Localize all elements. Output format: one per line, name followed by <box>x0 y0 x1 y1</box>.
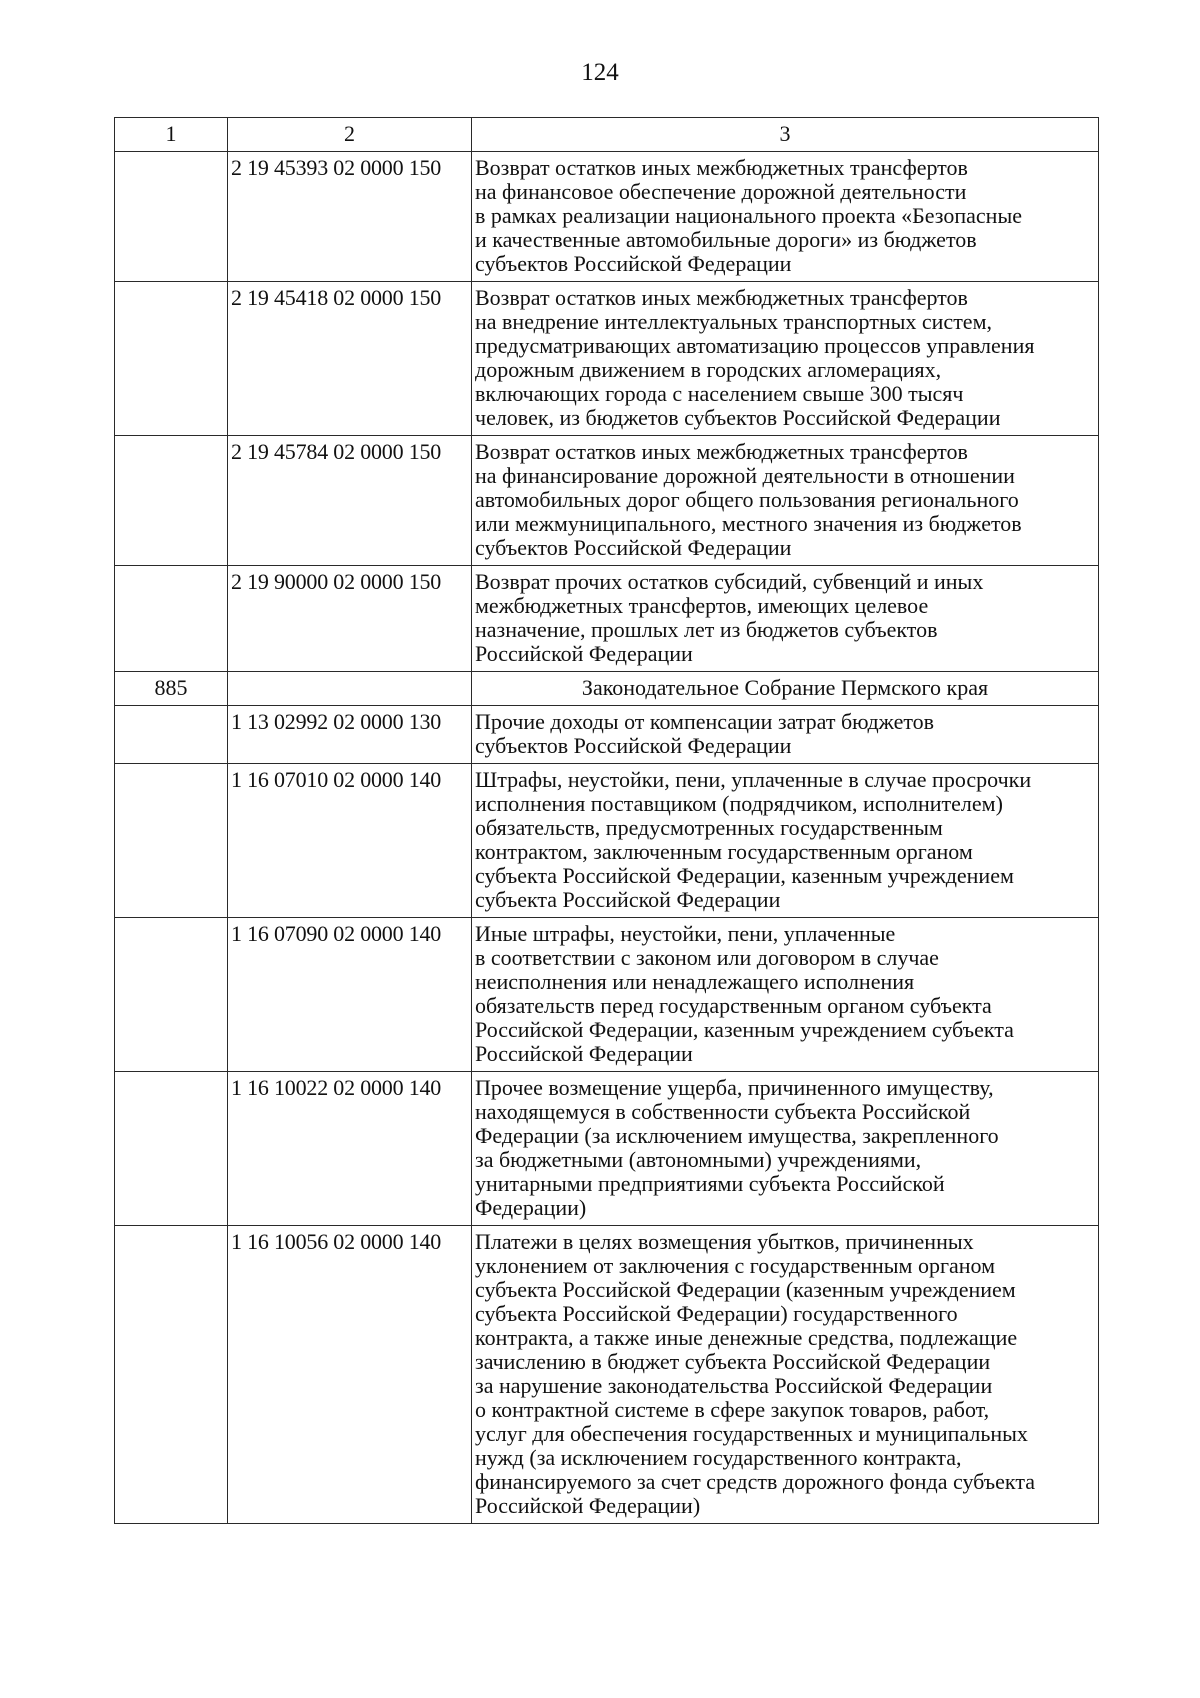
budget-code-cell: 2 19 45784 02 0000 150 <box>228 436 472 566</box>
budget-code-cell: 1 16 10022 02 0000 140 <box>228 1072 472 1226</box>
description-cell: Прочее возмещение ущерба, причиненного имуществу, находящемуся в собственности субъекта Российской Федерации (за исключением имущества, закрепленного за бюджетными (автономными) учреждениями, унитарными предприятиями субъекта Российской Федерации) <box>472 1072 1099 1226</box>
table-row <box>115 282 1099 436</box>
table-row <box>115 1072 1099 1226</box>
admin-code-cell <box>115 436 228 566</box>
column-header-2: 2 <box>228 118 472 152</box>
column-header-3: 3 <box>472 118 1099 152</box>
table-row <box>115 918 1099 1072</box>
admin-code-cell <box>115 706 228 764</box>
admin-code-cell <box>115 764 228 918</box>
table-row <box>115 672 1099 706</box>
admin-code-cell <box>115 1226 228 1524</box>
description-cell: Платежи в целях возмещения убытков, причиненных уклонением от заключения с государственным органом субъекта Российской Федерации (казенным учреждением субъекта Российской Федерации) государственного контракта, а также иные денежные средства, подлежащие зачислению в бюджет субъекта Российской Федерации за нарушение законодательства Российской Федерации о контрактной системе в сфере закупок товаров, работ, услуг для обеспечения государственных и муниципальных нужд (за исключением государственного контракта, финансируемого за счет средств дорожного фонда субъекта Российской Федерации) <box>472 1226 1099 1524</box>
table-body <box>115 118 1099 1524</box>
revenue-codes-table <box>114 117 1099 1524</box>
table-row <box>115 566 1099 672</box>
table-header-row <box>115 118 1099 152</box>
description-cell: Иные штрафы, неустойки, пени, уплаченные в соответствии с законом или договором в случае неисполнения или ненадлежащего исполнения обязательств перед государственным органом субъекта Российской Федерации, казенным учреждением субъекта Российской Федерации <box>472 918 1099 1072</box>
page-number: 124 <box>581 59 619 86</box>
admin-code-cell <box>115 566 228 672</box>
budget-code-cell: 1 16 10056 02 0000 140 <box>228 1226 472 1524</box>
table-row <box>115 1226 1099 1524</box>
description-cell: Возврат остатков иных межбюджетных трансфертов на финансирование дорожной деятельности в отношении автомобильных дорог общего пользования регионального или межмуниципального, местного значения из бюджетов субъектов Российской Федерации <box>472 436 1099 566</box>
budget-code-cell: 2 19 90000 02 0000 150 <box>228 566 472 672</box>
admin-code-cell: 885 <box>115 672 228 706</box>
budget-code-cell: 1 16 07090 02 0000 140 <box>228 918 472 1072</box>
admin-code-cell <box>115 1072 228 1226</box>
budget-code-cell: 2 19 45393 02 0000 150 <box>228 152 472 282</box>
description-cell: Законодательное Собрание Пермского края <box>472 672 1099 706</box>
table-row <box>115 152 1099 282</box>
budget-code-cell: 2 19 45418 02 0000 150 <box>228 282 472 436</box>
description-cell: Прочие доходы от компенсации затрат бюджетов субъектов Российской Федерации <box>472 706 1099 764</box>
table-row <box>115 436 1099 566</box>
admin-code-cell <box>115 918 228 1072</box>
table-row <box>115 706 1099 764</box>
description-cell: Возврат остатков иных межбюджетных трансфертов на внедрение интеллектуальных транспортных систем, предусматривающих автоматизацию процессов управления дорожным движением в городских агломерациях, включающих города с населением свыше 300 тысяч человек, из бюджетов субъектов Российской Федерации <box>472 282 1099 436</box>
table-row <box>115 764 1099 918</box>
admin-code-cell <box>115 152 228 282</box>
description-cell: Штрафы, неустойки, пени, уплаченные в случае просрочки исполнения поставщиком (подрядчиком, исполнителем) обязательств, предусмотренных государственным контрактом, заключенным государственным органом субъекта Российской Федерации, казенным учреждением субъекта Российской Федерации <box>472 764 1099 918</box>
description-cell: Возврат прочих остатков субсидий, субвенций и иных межбюджетных трансфертов, имеющих целевое назначение, прошлых лет из бюджетов субъектов Российской Федерации <box>472 566 1099 672</box>
budget-code-cell: 1 13 02992 02 0000 130 <box>228 706 472 764</box>
budget-code-cell <box>228 672 472 706</box>
budget-code-cell: 1 16 07010 02 0000 140 <box>228 764 472 918</box>
admin-code-cell <box>115 282 228 436</box>
description-cell: Возврат остатков иных межбюджетных трансфертов на финансовое обеспечение дорожной деятельности в рамках реализации национального проекта «Безопасные и качественные автомобильные дороги» из бюджетов субъектов Российской Федерации <box>472 152 1099 282</box>
column-header-1: 1 <box>115 118 228 152</box>
